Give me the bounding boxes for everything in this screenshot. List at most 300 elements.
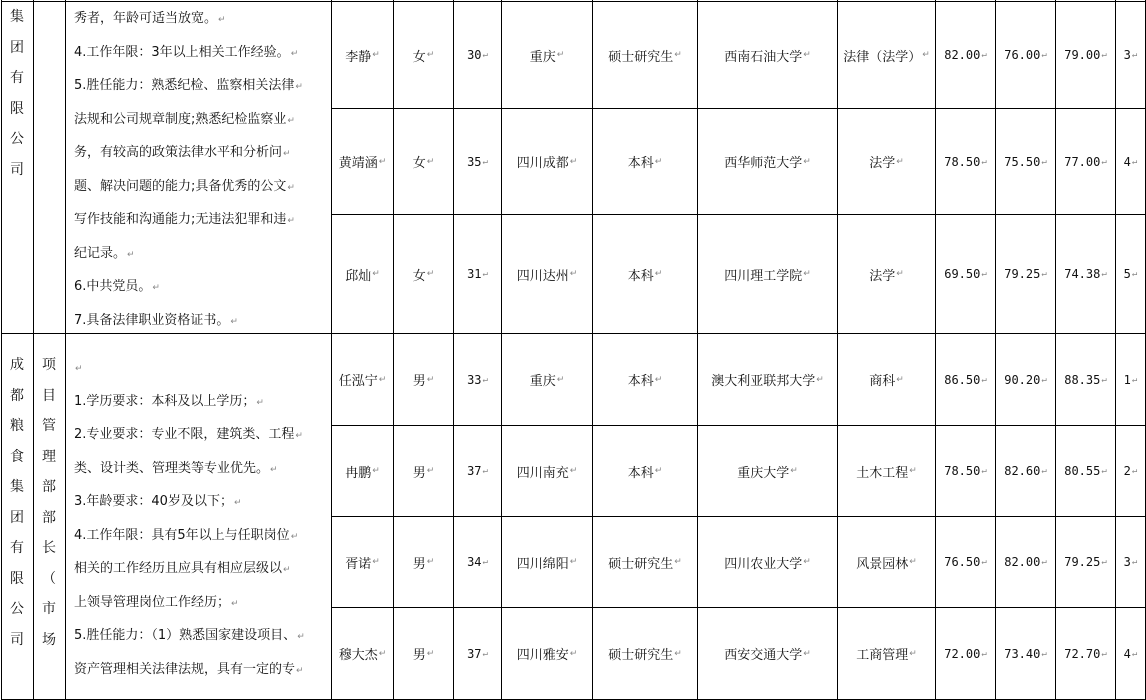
vertical-char: 部	[42, 509, 56, 526]
requirement-line-text: 秀者，年龄可适当放宽。	[74, 11, 218, 26]
paragraph-mark-icon: ↵	[569, 156, 578, 167]
requirement-line	[74, 386, 336, 420]
cell-text: 78.50	[944, 154, 981, 169]
cell-text: 四川农业大学	[724, 556, 803, 572]
cell-name	[332, 215, 393, 333]
paragraph-mark-icon: ↵	[981, 557, 987, 567]
cell-s2	[996, 517, 1055, 607]
cell-rank	[1116, 517, 1145, 607]
cell-s2	[996, 215, 1055, 333]
vertical-char: 有	[10, 70, 24, 86]
requirement-line	[74, 453, 336, 487]
cell-text: 澳大利亚联邦大学	[711, 374, 816, 389]
paragraph-mark-icon: ↵	[295, 431, 303, 441]
cell-s2	[996, 334, 1055, 425]
requirement-line	[74, 271, 336, 305]
cell-text: 76.50	[944, 555, 981, 569]
cell-total	[1056, 2, 1115, 108]
cell-s1	[936, 517, 995, 607]
cell-text: 工商管理	[856, 648, 909, 663]
cell-text: 78.50	[944, 464, 981, 478]
vertical-char: 团	[10, 509, 24, 526]
cell-name	[332, 334, 393, 425]
requirement-line	[74, 171, 336, 205]
cell-total	[1056, 215, 1115, 333]
cell-text: 31	[467, 267, 482, 281]
position-name-vertical	[35, 350, 63, 655]
cell-edu	[593, 608, 697, 699]
paragraph-mark-icon: ↵	[909, 648, 917, 659]
paragraph-mark-icon: ↵	[803, 648, 811, 659]
paragraph-mark-icon: ↵	[1041, 50, 1047, 60]
paragraph-mark-icon: ↵	[569, 648, 578, 659]
cell-text: 本科	[627, 268, 654, 284]
paragraph-mark-icon: ↵	[803, 50, 811, 60]
grid-vline	[65, 0, 66, 700]
requirement-line	[74, 3, 336, 37]
vertical-char: 限	[10, 100, 24, 117]
cell-age	[454, 334, 501, 425]
requirement-line	[74, 553, 336, 587]
cell-total	[1056, 426, 1115, 516]
paragraph-mark-icon: ↵	[803, 269, 811, 279]
cell-major	[838, 517, 935, 607]
company-name-vertical	[3, 2, 31, 185]
paragraph-mark-icon: ↵	[1131, 156, 1138, 167]
cell-major	[838, 109, 935, 214]
vertical-char: 集	[10, 479, 24, 495]
paragraph-mark-icon: ↵	[981, 648, 987, 659]
paragraph-mark-icon: ↵	[233, 498, 242, 508]
paragraph-mark-icon: ↵	[482, 50, 488, 60]
paragraph-mark-icon: ↵	[556, 374, 565, 385]
paragraph-mark-icon: ↵	[1101, 557, 1107, 567]
cell-origin	[502, 215, 592, 333]
cell-text: 女	[412, 49, 426, 65]
cell-rank	[1116, 215, 1145, 333]
cell-text: 穆大杰	[338, 648, 378, 663]
paragraph-mark-icon: ↵	[426, 466, 435, 476]
cell-s2	[996, 109, 1055, 214]
paragraph-mark-icon: ↵	[909, 557, 917, 567]
paragraph-mark-icon: ↵	[372, 269, 380, 279]
paragraph-mark-icon: ↵	[426, 156, 435, 167]
cell-school	[698, 426, 837, 516]
cell-age	[454, 215, 501, 333]
requirement-line	[74, 70, 336, 104]
paragraph-mark-icon: ↵	[1101, 648, 1107, 659]
cell-text: 76.00	[1004, 48, 1041, 62]
cell-rank	[1116, 334, 1145, 425]
cell-s2	[996, 608, 1055, 699]
paragraph-mark-icon: ↵	[816, 374, 824, 385]
cell-text: 冉鹏	[345, 465, 372, 481]
paragraph-mark-icon: ↵	[1131, 648, 1138, 659]
cell-text: 2	[1123, 464, 1131, 478]
cell-text: 四川达州	[516, 268, 569, 284]
paragraph-mark-icon: ↵	[803, 557, 811, 567]
cell-text: 5	[1123, 267, 1131, 281]
requirement-line	[74, 654, 336, 688]
paragraph-mark-icon: ↵	[482, 466, 488, 476]
vertical-char: 都	[10, 387, 24, 404]
cell-school	[698, 517, 837, 607]
cell-text: 33	[467, 372, 482, 387]
paragraph-mark-icon: ↵	[482, 374, 488, 385]
cell-gender	[394, 334, 453, 425]
paragraph-mark-icon: ↵	[287, 216, 295, 226]
paragraph-mark-icon: ↵	[482, 156, 488, 167]
paragraph-mark-icon: ↵	[1101, 466, 1107, 476]
paragraph-mark-icon: ↵	[290, 48, 299, 59]
paragraph-mark-icon: ↵	[1131, 374, 1138, 385]
paragraph-mark-icon: ↵	[290, 531, 299, 542]
cell-origin	[502, 608, 592, 699]
cell-text: 男	[412, 648, 426, 663]
vertical-char: 场	[42, 631, 56, 648]
requirement-line-text: 7.具备法律职业资格证书。	[74, 312, 230, 328]
paragraph-mark-icon: ↵	[981, 374, 987, 385]
cell-total	[1056, 334, 1115, 425]
requirement-line-text: 相关的工作经历且应具有相应层级以	[74, 561, 283, 576]
paragraph-mark-icon: ↵	[1041, 466, 1047, 476]
cell-text: 74.38	[1064, 267, 1101, 281]
paragraph-mark-icon: ↵	[482, 269, 488, 279]
requirement-line-text: 类、设计类、管理类等专业优先。	[74, 460, 270, 476]
paragraph-mark-icon: ↵	[790, 466, 798, 476]
paragraph-mark-icon: ↵	[1041, 156, 1047, 167]
cell-text: 本科	[627, 374, 654, 389]
vertical-char: 公	[10, 601, 24, 617]
vertical-char: 管	[42, 418, 56, 434]
requirement-line	[74, 37, 336, 71]
cell-s2	[996, 426, 1055, 516]
cell-total	[1056, 608, 1115, 699]
cell-name	[332, 2, 393, 108]
paragraph-mark-icon: ↵	[981, 50, 987, 60]
requirement-line-text: 写作技能和沟通能力;无违法犯罪和违	[74, 212, 287, 227]
requirement-line-text: 6.中共党员。	[74, 279, 152, 294]
paragraph-mark-icon: ↵	[378, 156, 387, 167]
cell-gender	[394, 215, 453, 333]
paragraph-mark-icon: ↵	[1101, 374, 1107, 385]
vertical-char: 目	[42, 387, 56, 404]
cell-text: 法学	[869, 268, 896, 284]
paragraph-mark-icon: ↵	[378, 374, 387, 385]
cell-name	[332, 109, 393, 214]
paragraph-mark-icon: ↵	[674, 648, 682, 659]
paragraph-mark-icon: ↵	[1131, 50, 1138, 60]
requirement-line	[74, 620, 336, 654]
paragraph-mark-icon: ↵	[569, 269, 578, 279]
cell-edu	[593, 215, 697, 333]
cell-gender	[394, 2, 453, 108]
cell-text: 硕士研究生	[608, 49, 674, 65]
paragraph-mark-icon: ↵	[231, 598, 239, 609]
requirements-text	[74, 3, 336, 338]
paragraph-mark-icon: ↵	[922, 50, 930, 60]
paragraph-mark-icon: ↵	[152, 283, 160, 293]
requirement-line-text: 资产管理相关法律法规，具有一定的专	[74, 661, 296, 677]
cell-s2	[996, 2, 1055, 108]
cell-edu	[593, 2, 697, 108]
cell-text: 黄靖涵	[338, 156, 378, 171]
paragraph-mark-icon: ↵	[909, 466, 917, 476]
requirements-text	[74, 352, 336, 687]
vertical-char: 有	[10, 540, 24, 556]
cell-major	[838, 608, 935, 699]
cell-edu	[593, 109, 697, 214]
cell-text: 法学	[869, 156, 896, 171]
cell-text: 37	[467, 646, 482, 661]
requirement-line-text: 上领导管理岗位工作经历；	[74, 594, 231, 610]
cell-text: 80.55	[1064, 464, 1101, 478]
vertical-char: 理	[42, 448, 56, 465]
paragraph-mark-icon: ↵	[654, 269, 663, 279]
cell-text: 四川绵阳	[516, 556, 569, 572]
cell-text: 73.40	[1004, 646, 1041, 661]
paragraph-mark-icon: ↵	[1101, 50, 1107, 60]
cell-s1	[936, 2, 995, 108]
requirement-line	[74, 352, 336, 386]
cell-text: 77.00	[1064, 154, 1101, 169]
cell-text: 72.70	[1064, 646, 1101, 661]
cell-text: 本科	[627, 156, 654, 171]
cell-text: 法律（法学）	[843, 49, 922, 65]
cell-origin	[502, 334, 592, 425]
vertical-char: 司	[10, 161, 24, 178]
grid-vline	[33, 0, 34, 700]
cell-age	[454, 2, 501, 108]
paragraph-mark-icon: ↵	[283, 565, 291, 575]
cell-name	[332, 608, 393, 699]
cell-text: 90.20	[1004, 372, 1041, 387]
paragraph-mark-icon: ↵	[981, 156, 987, 167]
requirement-line	[74, 238, 336, 272]
paragraph-mark-icon: ↵	[1101, 269, 1107, 279]
paragraph-mark-icon: ↵	[287, 182, 295, 193]
vertical-char: 食	[10, 448, 24, 465]
cell-school	[698, 215, 837, 333]
cell-text: 本科	[627, 465, 654, 481]
vertical-char: 公	[10, 131, 24, 147]
cell-text: 35	[467, 154, 482, 169]
cell-text: 西南石油大学	[724, 49, 803, 65]
paragraph-mark-icon: ↵	[372, 557, 380, 567]
cell-text: 土木工程	[856, 465, 909, 481]
cell-school	[698, 334, 837, 425]
cell-gender	[394, 608, 453, 699]
requirement-line-text: 5.胜任能力：（1）熟悉国家建设项目、	[74, 628, 297, 643]
cell-text: 风景园林	[856, 556, 909, 572]
requirement-line-text: 2.专业要求：专业不限，建筑类、工程	[74, 427, 295, 442]
requirement-line-text: 务，有较高的政策法律水平和分析问	[74, 145, 283, 160]
paragraph-mark-icon: ↵	[218, 15, 226, 25]
cell-text: 1	[1123, 372, 1131, 387]
paragraph-mark-icon: ↵	[426, 557, 435, 567]
paragraph-mark-icon: ↵	[127, 249, 135, 260]
vertical-char: 粮	[10, 418, 24, 434]
vertical-char: 长	[42, 540, 56, 556]
requirement-line-text: 法规和公司规章制度;熟悉纪检监察业	[74, 111, 287, 127]
cell-edu	[593, 517, 697, 607]
paragraph-mark-icon: ↵	[803, 156, 811, 167]
requirement-line-text: 5.胜任能力：熟悉纪检、监察相关法律	[74, 78, 295, 93]
company-name-vertical	[3, 350, 31, 655]
paragraph-mark-icon: ↵	[75, 364, 83, 374]
cell-text: 四川南充	[516, 465, 569, 481]
cell-major	[838, 2, 935, 108]
cell-text: 男	[412, 374, 426, 389]
cell-text: 79.25	[1004, 267, 1041, 281]
cell-text: 硕士研究生	[608, 648, 674, 663]
requirement-line-text: 3.年龄要求：40岁及以下；	[74, 494, 233, 509]
paragraph-mark-icon: ↵	[230, 316, 238, 327]
cell-rank	[1116, 2, 1145, 108]
paragraph-mark-icon: ↵	[378, 648, 387, 659]
cell-text: 75.50	[1004, 154, 1041, 169]
cell-rank	[1116, 608, 1145, 699]
paragraph-mark-icon: ↵	[283, 149, 291, 159]
cell-text: 女	[412, 268, 426, 284]
paragraph-mark-icon: ↵	[295, 82, 303, 92]
requirement-line	[74, 486, 336, 520]
cell-text: 3	[1123, 555, 1131, 569]
paragraph-mark-icon: ↵	[674, 557, 682, 567]
cell-s1	[936, 334, 995, 425]
requirement-line	[74, 104, 336, 138]
paragraph-mark-icon: ↵	[296, 665, 304, 676]
cell-major	[838, 334, 935, 425]
paragraph-mark-icon: ↵	[270, 464, 278, 475]
paragraph-mark-icon: ↵	[654, 156, 663, 167]
cell-text: 女	[412, 156, 426, 171]
paragraph-mark-icon: ↵	[1131, 269, 1138, 279]
paragraph-mark-icon: ↵	[287, 115, 295, 126]
cell-origin	[502, 109, 592, 214]
requirement-line	[74, 137, 336, 171]
cell-text: 邱灿	[345, 268, 372, 284]
paragraph-mark-icon: ↵	[426, 374, 435, 385]
cell-text: 男	[412, 556, 426, 572]
cell-school	[698, 608, 837, 699]
cell-name	[332, 426, 393, 516]
paragraph-mark-icon: ↵	[556, 50, 565, 60]
cell-origin	[502, 517, 592, 607]
paragraph-mark-icon: ↵	[256, 397, 264, 408]
paragraph-mark-icon: ↵	[569, 466, 578, 476]
paragraph-mark-icon: ↵	[654, 374, 663, 385]
cell-age	[454, 426, 501, 516]
vertical-char: 市	[42, 601, 56, 617]
paragraph-mark-icon: ↵	[896, 156, 904, 167]
cell-text: 88.35	[1064, 372, 1101, 387]
requirement-line	[74, 520, 336, 554]
cell-age	[454, 109, 501, 214]
paragraph-mark-icon: ↵	[654, 466, 663, 476]
requirement-line-text: 题、解决问题的能力;具备优秀的公文	[74, 178, 287, 194]
paragraph-mark-icon: ↵	[981, 269, 987, 279]
paragraph-mark-icon: ↵	[426, 50, 435, 60]
vertical-char: 集	[10, 9, 24, 25]
paragraph-mark-icon: ↵	[1041, 557, 1047, 567]
paragraph-mark-icon: ↵	[1101, 156, 1107, 167]
cell-text: 任泓宁	[338, 374, 378, 389]
cell-total	[1056, 517, 1115, 607]
paragraph-mark-icon: ↵	[372, 466, 380, 476]
paragraph-mark-icon: ↵	[1131, 557, 1138, 567]
cell-edu	[593, 334, 697, 425]
paragraph-mark-icon: ↵	[1131, 466, 1138, 476]
cell-text: 男	[412, 465, 426, 481]
paragraph-mark-icon: ↵	[482, 557, 488, 567]
cell-text: 重庆	[529, 374, 556, 389]
cell-s1	[936, 109, 995, 214]
cell-text: 30	[467, 48, 482, 62]
cell-text: 四川理工学院	[724, 268, 803, 284]
cell-text: 79.00	[1064, 48, 1101, 62]
cell-rank	[1116, 109, 1145, 214]
cell-major	[838, 426, 935, 516]
vertical-char: （	[42, 570, 56, 587]
requirement-line-text: 4.工作年限：3年以上相关工作经验。	[74, 44, 290, 60]
cell-text: 四川成都	[516, 156, 569, 171]
cell-s1	[936, 426, 995, 516]
cell-text: 82.00	[1004, 555, 1041, 569]
cell-age	[454, 608, 501, 699]
requirement-line-text: 纪记录。	[74, 245, 127, 261]
cell-text: 四川雅安	[516, 648, 569, 663]
cell-major	[838, 215, 935, 333]
cell-text: 硕士研究生	[608, 556, 674, 572]
paragraph-mark-icon: ↵	[896, 374, 904, 385]
cell-rank	[1116, 426, 1145, 516]
paragraph-mark-icon: ↵	[482, 648, 488, 659]
cell-name	[332, 517, 393, 607]
paragraph-mark-icon: ↵	[569, 557, 578, 567]
cell-text: 李静	[345, 49, 372, 65]
vertical-char: 成	[10, 357, 24, 373]
requirement-line-text: 1.学历要求：本科及以上学历；	[74, 393, 256, 409]
cell-origin	[502, 2, 592, 108]
cell-text: 82.60	[1004, 464, 1041, 478]
cell-text: 82.00	[944, 48, 981, 62]
cell-text: 69.50	[944, 267, 981, 281]
cell-gender	[394, 109, 453, 214]
cell-text: 重庆	[529, 49, 556, 65]
paragraph-mark-icon: ↵	[1041, 374, 1047, 385]
cell-total	[1056, 109, 1115, 214]
paragraph-mark-icon: ↵	[426, 648, 435, 659]
paragraph-mark-icon: ↵	[896, 269, 904, 279]
cell-text: 4	[1123, 646, 1131, 661]
paragraph-mark-icon: ↵	[981, 466, 987, 476]
cell-gender	[394, 426, 453, 516]
requirement-line	[74, 305, 336, 339]
paragraph-mark-icon: ↵	[372, 50, 380, 60]
grid-vline	[1, 0, 2, 700]
cell-text: 3	[1123, 48, 1131, 62]
cell-origin	[502, 426, 592, 516]
paragraph-mark-icon: ↵	[297, 632, 305, 642]
cell-text: 37	[467, 464, 482, 478]
cell-text: 胥诺	[345, 556, 372, 572]
cell-s1	[936, 215, 995, 333]
cell-edu	[593, 426, 697, 516]
cell-text: 西华师范大学	[724, 156, 803, 171]
cell-text: 西安交通大学	[724, 648, 803, 663]
vertical-char: 限	[10, 570, 24, 587]
